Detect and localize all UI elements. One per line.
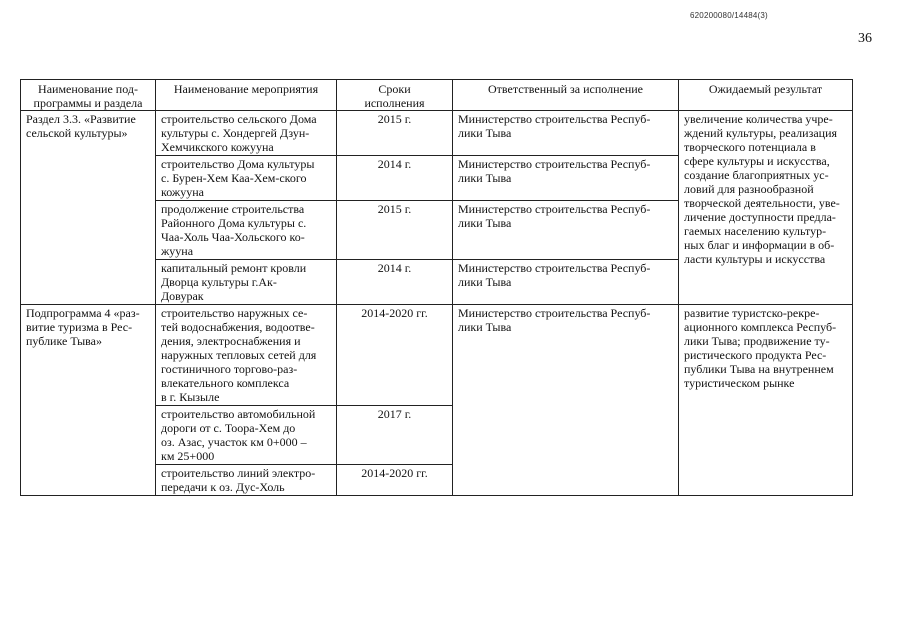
header-line: программы и раздела	[33, 96, 143, 110]
cell-line: Министерство строительства Респуб-	[458, 202, 651, 216]
cell-line: лики Тыва	[458, 126, 512, 140]
event-cell	[156, 201, 337, 260]
event-cell	[156, 406, 337, 465]
cell-line: сельской культуры»	[26, 126, 128, 140]
header-line: Ожидаемый результат	[708, 82, 823, 96]
table-header-row	[21, 80, 853, 111]
cell-line: Министерство строительства Респуб-	[458, 306, 651, 320]
cell-line: в г. Кызыле	[161, 390, 220, 404]
cell-line: ристического продукта Рес-	[684, 348, 827, 362]
term-cell: 2015 г.	[337, 111, 453, 156]
cell-line: км 25+000	[161, 449, 215, 463]
table-row	[21, 305, 853, 406]
event-cell	[156, 260, 337, 305]
result-cell	[679, 111, 853, 305]
term-cell: 2014 г.	[337, 156, 453, 201]
cell-line: Министерство строительства Респуб-	[458, 261, 651, 275]
cell-line: строительство автомобильной	[161, 407, 316, 421]
term-cell: 2014-2020 гг.	[337, 305, 453, 406]
cell-line: ловий для разнообразной	[684, 182, 814, 196]
cell-line: гостиничного торгово-раз-	[161, 362, 298, 376]
cell-line: Дворца культуры г.Ак-	[161, 275, 277, 289]
cell-line: лики Тыва	[458, 320, 512, 334]
cell-line: Раздел 3.3. «Развитие	[26, 112, 136, 126]
cell-line: строительство сельского Дома	[161, 112, 317, 126]
responsible-cell	[453, 201, 679, 260]
cell-line: передачи к оз. Дус-Холь	[161, 480, 285, 494]
cell-line: гаемых населению культур-	[684, 224, 827, 238]
cell-line: Хемчикского кожууна	[161, 140, 274, 154]
cell-line: лики Тыва; продвижение ту-	[684, 334, 830, 348]
cell-line: Министерство строительства Респуб-	[458, 157, 651, 171]
cell-line: капитальный ремонт кровли	[161, 261, 307, 275]
cell-line: строительство линий электро-	[161, 466, 316, 480]
cell-line: наружных тепловых сетей для	[161, 348, 317, 362]
cell-line: с. Бурен-Хем Каа-Хем-ского	[161, 171, 307, 185]
cell-line: творческой деятельности, уве-	[684, 196, 840, 210]
cell-line: ждений культуры, реализация	[684, 126, 838, 140]
result-cell	[679, 305, 853, 496]
cell-line: культуры с. Хондергей Дзун-	[161, 126, 310, 140]
header-line: исполнения	[364, 96, 425, 110]
event-cell	[156, 111, 337, 156]
cell-line: публике Тыва»	[26, 334, 102, 348]
document-code: 620200080/14484(3)	[690, 11, 768, 20]
header-event	[156, 80, 337, 111]
cell-line: лики Тыва	[458, 275, 512, 289]
term-cell: 2014 г.	[337, 260, 453, 305]
cell-line: лики Тыва	[458, 171, 512, 185]
cell-line: создание благоприятных ус-	[684, 168, 829, 182]
responsible-cell	[453, 156, 679, 201]
cell-line: ационного комплекса Респуб-	[684, 320, 837, 334]
cell-line: публики Тыва на внутреннем	[684, 362, 834, 376]
header-line: Наименование мероприятия	[173, 82, 319, 96]
cell-line: увеличение количества учре-	[684, 112, 833, 126]
measures-table	[20, 79, 853, 496]
cell-line: витие туризма в Рес-	[26, 320, 133, 334]
header-responsible	[453, 80, 679, 111]
cell-line: тей водоснабжения, водоотве-	[161, 320, 315, 334]
cell-line: дения, электроснабжения и	[161, 334, 301, 348]
event-cell	[156, 156, 337, 201]
header-result	[679, 80, 853, 111]
cell-line: Чаа-Холь Чаа-Хольского ко-	[161, 230, 305, 244]
term-cell: 2014-2020 гг.	[337, 465, 453, 496]
cell-line: строительство Дома культуры	[161, 157, 315, 171]
cell-line: продолжение строительства	[161, 202, 305, 216]
header-line: Сроки	[378, 82, 411, 96]
table-row	[21, 111, 853, 156]
cell-line: строительство наружных се-	[161, 306, 308, 320]
cell-line: Министерство строительства Респуб-	[458, 112, 651, 126]
page-number: 36	[858, 31, 872, 46]
event-cell	[156, 465, 337, 496]
cell-line: Довурак	[161, 289, 204, 303]
cell-line: кожууна	[161, 185, 204, 199]
cell-line: Подпрограмма 4 «раз-	[26, 306, 140, 320]
cell-line: сфере культуры и искусства,	[684, 154, 830, 168]
header-line: Наименование под-	[38, 82, 138, 96]
cell-line: влекательного комплекса	[161, 376, 290, 390]
cell-line: творческого потенциала в	[684, 140, 816, 154]
cell-line: личение доступности предла-	[684, 210, 836, 224]
event-cell	[156, 305, 337, 406]
cell-line: развитие туристско-рекре-	[684, 306, 820, 320]
cell-line: дороги от с. Тоора-Хем до	[161, 421, 296, 435]
header-subprogram	[21, 80, 156, 111]
responsible-cell	[453, 111, 679, 156]
cell-line: жууна	[161, 244, 194, 258]
subprogram-cell	[21, 305, 156, 496]
header-term	[337, 80, 453, 111]
responsible-cell	[453, 305, 679, 496]
cell-line: оз. Азас, участок км 0+000 –	[161, 435, 307, 449]
term-cell: 2017 г.	[337, 406, 453, 465]
term-cell: 2015 г.	[337, 201, 453, 260]
responsible-cell	[453, 260, 679, 305]
header-line: Ответственный за исполнение	[487, 82, 644, 96]
cell-line: Районного Дома культуры с.	[161, 216, 307, 230]
cell-line: ных благ и информации в об-	[684, 238, 835, 252]
subprogram-cell	[21, 111, 156, 305]
cell-line: ласти культуры и искусства	[684, 252, 826, 266]
cell-line: лики Тыва	[458, 216, 512, 230]
cell-line: туристическом рынке	[684, 376, 795, 390]
